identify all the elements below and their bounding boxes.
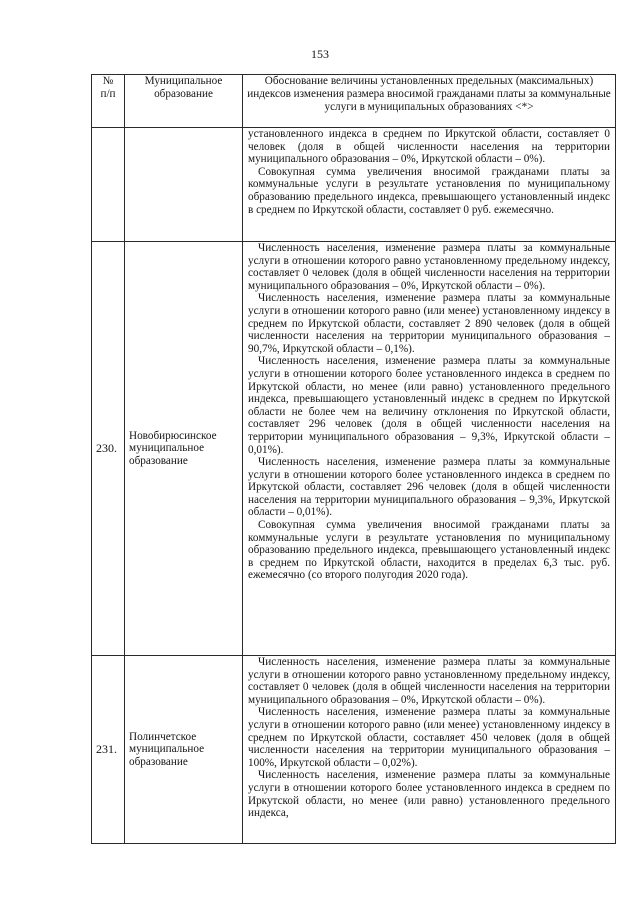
table-row <box>92 128 616 242</box>
table-header-row <box>92 75 616 128</box>
row-municipality: Новобирюсинское муниципальное образование <box>125 242 243 656</box>
row-number <box>92 128 125 242</box>
tariff-index-table <box>91 74 616 844</box>
row-justification <box>243 656 616 844</box>
paragraph: Численность населения, изменение размера платы за коммунальные услуги в отношении которого равно установленному предельному индексу, составляет 0 человек (доля в общей численности населения на территории муниципального образования – 0%, Иркутской области – 0%). <box>248 242 610 292</box>
paragraph: Численность населения, изменение размера платы за коммунальные услуги в отношении которого равно (или менее) установленному индексу в среднем по Иркутской области, составляет 2 890 человек (доля в общей численности населения на территории муниципального образования – 90,7%, Иркутской области – 0,1%). <box>248 292 610 355</box>
page-number: 153 <box>311 47 329 61</box>
paragraph: Численность населения, изменение размера платы за коммунальные услуги в отношении которого более установленного индекса в среднем по Иркутской области, но менее (или равно) установленного предельного индекса, <box>248 769 610 820</box>
row-justification <box>243 242 616 656</box>
paragraph: установленного индекса в среднем по Иркутской области, составляет 0 человек (доля в общей численности населения на территории муниципального образования – 0%, Иркутской области – 0%). <box>248 128 610 166</box>
row-justification <box>243 128 616 242</box>
paragraph: Совокупная сумма увеличения вносимой гражданами платы за коммунальные услуги в результате установления по муниципальному образованию предельного индекса, превышающего установленный индекс в среднем по Иркутской области, находится в пределах 6,3 тыс. руб. ежемесячно (со второго полугодия 2020 года). <box>248 519 610 582</box>
table-row <box>92 656 616 844</box>
header-municipality: Муниципальное образование <box>125 75 243 128</box>
header-number: № п/п <box>92 75 125 128</box>
table-row <box>92 242 616 656</box>
paragraph: Численность населения, изменение размера платы за коммунальные услуги в отношении которого равно (или менее) установленному индексу в среднем по Иркутской области, составляет 450 человек (доля в общей численности населения на территории муниципального образования – 100%, Иркутской области – 0,02%). <box>248 706 610 769</box>
row-number: 230. <box>92 242 125 656</box>
header-justification: Обоснование величины установленных предельных (максимальных) индексов изменения размера вносимой гражданами платы за коммунальные услуги в муниципальных образованиях <*> <box>243 75 616 128</box>
row-municipality <box>125 128 243 242</box>
paragraph: Совокупная сумма увеличения вносимой гражданами платы за коммунальные услуги в результате установления по муниципальному образованию предельного индекса, превышающего установленный индекс в среднем по Иркутской области, составляет 0 руб. ежемесячно. <box>248 165 610 216</box>
row-municipality: Полинчетское муниципальное образование <box>125 656 243 844</box>
row-number: 231. <box>92 656 125 844</box>
paragraph: Численность населения, изменение размера платы за коммунальные услуги в отношении которого равно установленному предельному индексу, составляет 0 человек (доля в общей численности населения на территории муниципального образования – 0%, Иркутской области – 0%). <box>248 656 610 706</box>
paragraph: Численность населения, изменение размера платы за коммунальные услуги в отношении которого более установленного индекса в среднем по Иркутской области, составляет 296 человек (доля в общей численности населения на территории муниципального образования – 9,3%, Иркутской области – 0,01%). <box>248 456 610 519</box>
paragraph: Численность населения, изменение размера платы за коммунальные услуги в отношении которого более установленного индекса в среднем по Иркутской области, но менее (или равно) установленного предельного индекса, превышающего установленный индекс в среднем по Иркутской области не более чем на величину отклонения по Иркутской области, составляет 296 человек (доля в общей численности населения на территории муниципального образования – 9,3%, Иркутской области – 0,01%). <box>248 355 610 456</box>
